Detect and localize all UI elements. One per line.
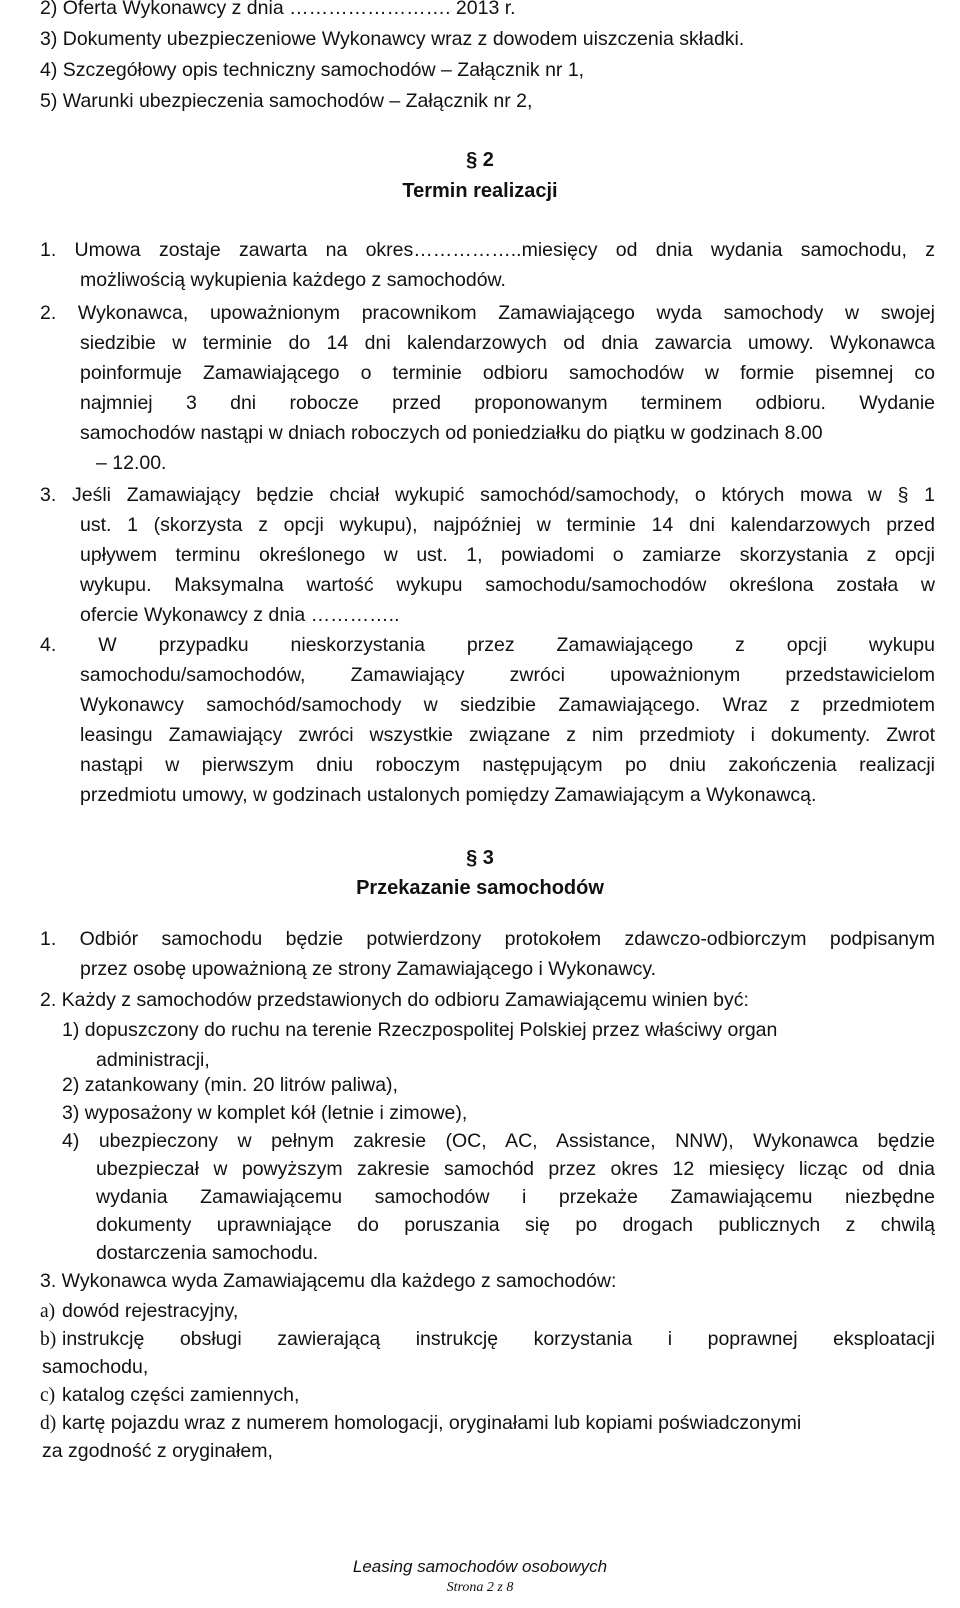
paragraph-line: przez osobę upoważnioną ze strony Zamawiającego i Wykonawcy.	[80, 958, 657, 980]
paragraph-line: upływem terminu określonego w ust. 1, powiadomi o zamiarze skorzystania z opcji	[80, 544, 935, 566]
list-item: 5) Warunki ubezpieczenia samochodów – Załącznik nr 2,	[40, 90, 533, 112]
paragraph-line: 3. Wykonawca wyda Zamawiającemu dla każdego z samochodów:	[40, 1270, 617, 1292]
list-item: wydania Zamawiającemu samochodów i przekaże Zamawiającemu niezbędne	[96, 1186, 935, 1208]
paragraph-line: samochodu/samochodów, Zamawiający zwróci upoważnionym przedstawicielom	[80, 664, 935, 686]
section-number: § 3	[466, 847, 494, 869]
paragraph-line: leasingu Zamawiający zwróci wszystkie związane z nim przedmioty i dokumenty. Zwrot	[80, 724, 935, 746]
paragraph-line: poinformuje Zamawiającego o terminie odbioru samochodów w formie pisemnej co	[80, 362, 935, 384]
paragraph-line: 2. Każdy z samochodów przedstawionych do odbioru Zamawiającemu winien być:	[40, 989, 749, 1011]
paragraph-line: możliwością wykupienia każdego z samochodów.	[80, 269, 506, 291]
paragraph-line: samochodów nastąpi w dniach roboczych od poniedziałku do piątku w godzinach 8.00	[80, 422, 823, 444]
letter-item: za zgodność z oryginałem,	[42, 1440, 273, 1462]
section-number: § 2	[466, 149, 494, 171]
page-number: Strona 2 z 8	[446, 1580, 514, 1595]
paragraph-line: ofercie Wykonawcy z dnia …………..	[80, 604, 400, 626]
list-item: dokumenty uprawniające do poruszania się po drogach publicznych z chwilą	[96, 1214, 935, 1236]
section-title: Przekazanie samochodów	[356, 877, 604, 899]
paragraph-line: 1. Odbiór samochodu będzie potwierdzony protokołem zdawczo-odbiorczym podpisanym	[40, 928, 935, 950]
paragraph-line: 3. Jeśli Zamawiający będzie chciał wykupić samochód/samochody, o których mowa w § 1	[40, 484, 935, 506]
paragraph-line: Wykonawcy samochód/samochody w siedzibie Zamawiającego. Wraz z przedmiotem	[80, 694, 935, 716]
list-item: 4) Szczegółowy opis techniczny samochodów – Załącznik nr 1,	[40, 59, 585, 81]
footer-title: Leasing samochodów osobowych	[352, 1557, 608, 1576]
list-item: 4) ubezpieczony w pełnym zakresie (OC, AC, Assistance, NNW), Wykonawca będzie	[62, 1130, 935, 1152]
list-item: 1) dopuszczony do ruchu na terenie Rzeczpospolitej Polskiej przez właściwy organ	[62, 1019, 778, 1041]
letter-item: kartę pojazdu wraz z numerem homologacji, oryginałami lub kopiami poświadczonymi	[62, 1412, 802, 1434]
letter-item: katalog części zamiennych,	[62, 1384, 300, 1406]
paragraph-line: nastąpi w pierwszym dniu roboczym następującym po dniu zakończenia realizacji	[80, 754, 935, 776]
letter-label: a)	[40, 1301, 56, 1322]
letter-item: dowód rejestracyjny,	[62, 1300, 239, 1322]
letter-item: instrukcję obsługi zawierającą instrukcję korzystania i poprawnej eksploatacji	[62, 1328, 935, 1350]
list-item: 3) wyposażony w komplet kół (letnie i zimowe),	[62, 1102, 468, 1124]
letter-label: c)	[40, 1385, 56, 1406]
list-item: dostarczenia samochodu.	[96, 1242, 319, 1264]
paragraph-line: wykupu. Maksymalna wartość wykupu samochodu/samochodów określona została w	[80, 574, 935, 596]
paragraph-line: najmniej 3 dni robocze przed proponowanym terminem odbioru. Wydanie	[80, 392, 935, 414]
letter-label: b)	[40, 1329, 57, 1350]
list-item: ubezpieczał w powyższym zakresie samochód przez okres 12 miesięcy licząc od dnia	[96, 1158, 935, 1180]
letter-label: d)	[40, 1413, 57, 1434]
list-item: administracji,	[96, 1049, 210, 1071]
paragraph-line: siedzibie w terminie do 14 dni kalendarzowych od dnia zawarcia umowy. Wykonawca	[80, 332, 935, 354]
list-item: 2) zatankowany (min. 20 litrów paliwa),	[62, 1074, 398, 1096]
list-item: 3) Dokumenty ubezpieczeniowe Wykonawcy wraz z dowodem uiszczenia składki.	[40, 28, 745, 50]
paragraph-line: 4. W przypadku nieskorzystania przez Zamawiającego z opcji wykupu	[40, 634, 935, 656]
paragraph-line: 2. Wykonawca, upoważnionym pracownikom Zamawiającego wyda samochody w swojej	[40, 302, 935, 324]
letter-item: samochodu,	[42, 1356, 149, 1378]
paragraph-line: 1. Umowa zostaje zawarta na okres……………..miesięcy od dnia wydania samochodu, z	[40, 239, 935, 261]
list-item: 2) Oferta Wykonawcy z dnia ……………………. 2013 r.	[40, 0, 516, 19]
section-title: Termin realizacji	[402, 180, 558, 202]
paragraph-line: – 12.00.	[96, 452, 167, 474]
paragraph-line: ust. 1 (skorzysta z opcji wykupu), najpóźniej w terminie 14 dni kalendarzowych przed	[80, 514, 935, 536]
paragraph-line: przedmiotu umowy, w godzinach ustalonych pomiędzy Zamawiającym a Wykonawcą.	[80, 784, 817, 806]
